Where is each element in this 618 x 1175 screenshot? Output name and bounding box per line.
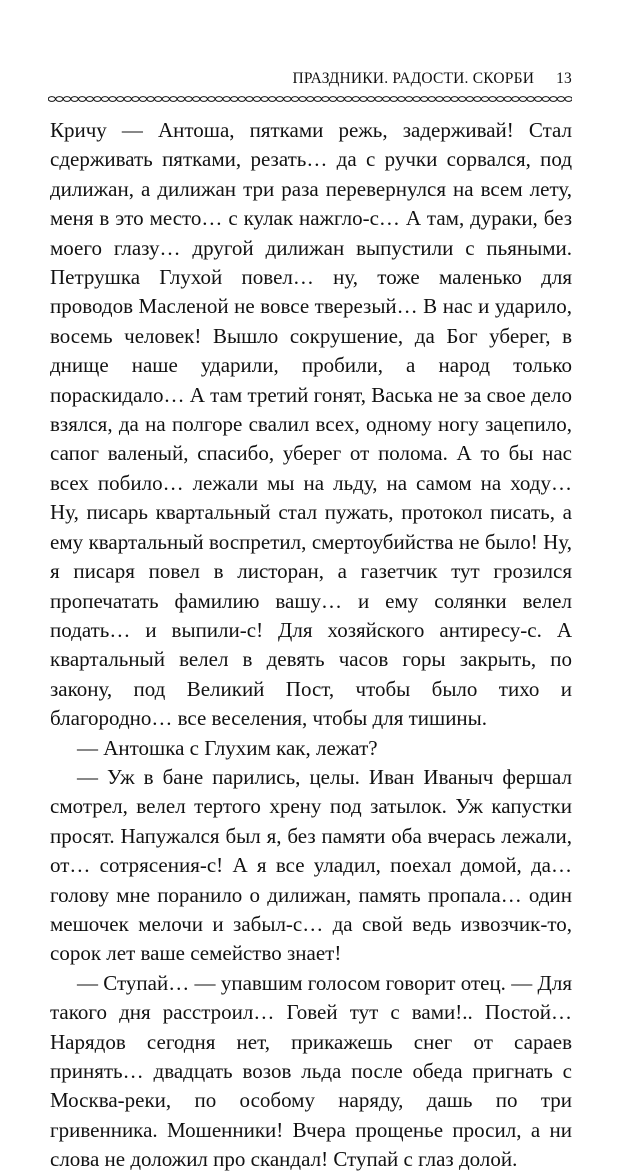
paragraph-1: Кричу — Антоша, пятками режь, задерживай! Стал сдерживать пятками, резать… да с ручки сорвался, под дилижан, а дилижан три раза перевернулся на всем лету, меня в это место… с кулак нажгло-с… А там, дураки, без моего глазу… другой дилижан выпустили с пьяными. Петрушка Глухой повел… ну, тоже маленько для проводов Масленой не вовсе тверезый… В нас и ударило, восемь человек! Вышло сокрушение, да Бог уберег, в днище наше ударили, пробили, а народ только пораскидало… А там третий гонят, Васька не за свое дело взялся, да на полгоре свалил всех, одному ногу зацепило, сапог валеный, спасибо, уберег от полома. А то бы нас всех побило… лежали мы на льду, на самом на ходу… Ну, писарь квартальный стал пужать, протокол писать, а ему квартальный воспретил, смертоубийства не было! Ну, я писаря повел в листоран, а газетчик тут грозился пропечатать фамилию вашу… и ему солянки велел подать… и выпили-с! Для хозяйского антиресу-с. А квартальный велел в девять часов горы закрыть, по закону, под Великий Пост, чтобы было тихо и благородно… все веселения, чтобы для тишины. (50, 118, 572, 731)
ornament-link (443, 97, 450, 102)
ornament-link (253, 97, 260, 102)
ornament-link (375, 97, 382, 102)
ornament-link (405, 97, 412, 102)
ornament-link (535, 97, 542, 102)
paragraph-4: — Ступай… — упавшим голосом говорит отец. — Для такого дня расстроил… Говей тут с вами!.. Постой… Нарядов сегодня нет, прикажешь снег от сараев принять… двадцать возов льда после обеда пригнать с Москва-реки, по особому наряду, дашь по три гривенника. Мошенники! Вчера прощенье просил, а ни слова не доложил про скандал! Ступай с глаз долой. (50, 970, 572, 1172)
ornament-link (367, 97, 374, 102)
ornament-link (94, 97, 101, 102)
ornament-link (519, 97, 526, 102)
ornament-link (459, 97, 466, 102)
ornament-link (231, 97, 238, 102)
ornament-link (261, 97, 268, 102)
ornament-link (481, 97, 488, 102)
paragraph-3: — Уж в бане парились, целы. Иван Иваныч фершал смотрел, велел тертого хрену под затылок. Уж капустки просят. Напужался был я, без памяти оба вчерась лежали, от… сотрясения-с! А я все уладил, поехал домой, да… голову мне поранило о дилижан, память пропала… один мешочек мелочи и забыл-с… да свой ведь извозчик-то, сорок лет ваше семейство знает! (50, 764, 572, 966)
ornament-link (413, 97, 420, 102)
ornament-link (314, 97, 321, 102)
ornament-link (124, 97, 131, 102)
ornament-link (238, 97, 245, 102)
ornament-link (185, 97, 192, 102)
ornament-link (284, 97, 291, 102)
paragraph-2: — Антошка с Глухим как, лежат? (77, 735, 378, 760)
ornament-rule (48, 94, 572, 104)
ornament-link (208, 97, 215, 102)
ornament-link (398, 97, 405, 102)
ornament-link (215, 97, 222, 102)
ornament-link (56, 97, 63, 102)
ornament-link (352, 97, 359, 102)
ornament-link (177, 97, 184, 102)
ornament-link (246, 97, 253, 102)
ornament-link (193, 97, 200, 102)
ornament-link (489, 97, 496, 102)
ornament-link (162, 97, 169, 102)
ornament-link (345, 97, 352, 102)
ornament-link (474, 97, 481, 102)
ornament-link (497, 97, 504, 102)
ornament-link (269, 97, 276, 102)
ornament-link (428, 97, 435, 102)
ornament-link (466, 97, 473, 102)
ornament-link (109, 97, 116, 102)
ornament-link (512, 97, 519, 102)
ornament-link (155, 97, 162, 102)
ornament-link (101, 97, 108, 102)
ornament-link (79, 97, 86, 102)
ornament-link (147, 97, 154, 102)
ornament-link (86, 97, 93, 102)
running-head (48, 70, 572, 94)
page-number: 13 (556, 70, 572, 87)
ornament-link (223, 97, 230, 102)
ornament-link (117, 97, 124, 102)
ornament-link (291, 97, 298, 102)
ornament-link (139, 97, 146, 102)
ornament-link (390, 97, 397, 102)
ornament-link (557, 97, 564, 102)
ornament-link (542, 97, 549, 102)
ornament-link (71, 97, 78, 102)
ornament-link (504, 97, 511, 102)
ornament-link (307, 97, 314, 102)
running-title: ПРАЗДНИКИ. РАДОСТИ. СКОРБИ (292, 70, 535, 87)
ornament-link (299, 97, 306, 102)
ornament-link (48, 97, 55, 102)
body-text (50, 116, 572, 1175)
ornament-link (451, 97, 458, 102)
ornament-link (132, 97, 139, 102)
ornament-link (383, 97, 390, 102)
ornament-link (436, 97, 443, 102)
ornament-link (421, 97, 428, 102)
ornament-link (200, 97, 207, 102)
ornament-link (337, 97, 344, 102)
ornament-link (329, 97, 336, 102)
ornament-link (170, 97, 177, 102)
ornament-link (63, 97, 70, 102)
ornament-link (322, 97, 329, 102)
ornament-link (360, 97, 367, 102)
ornament-link (276, 97, 283, 102)
ornament-link (550, 97, 557, 102)
ornament-link (565, 97, 572, 102)
ornament-link (527, 97, 534, 102)
